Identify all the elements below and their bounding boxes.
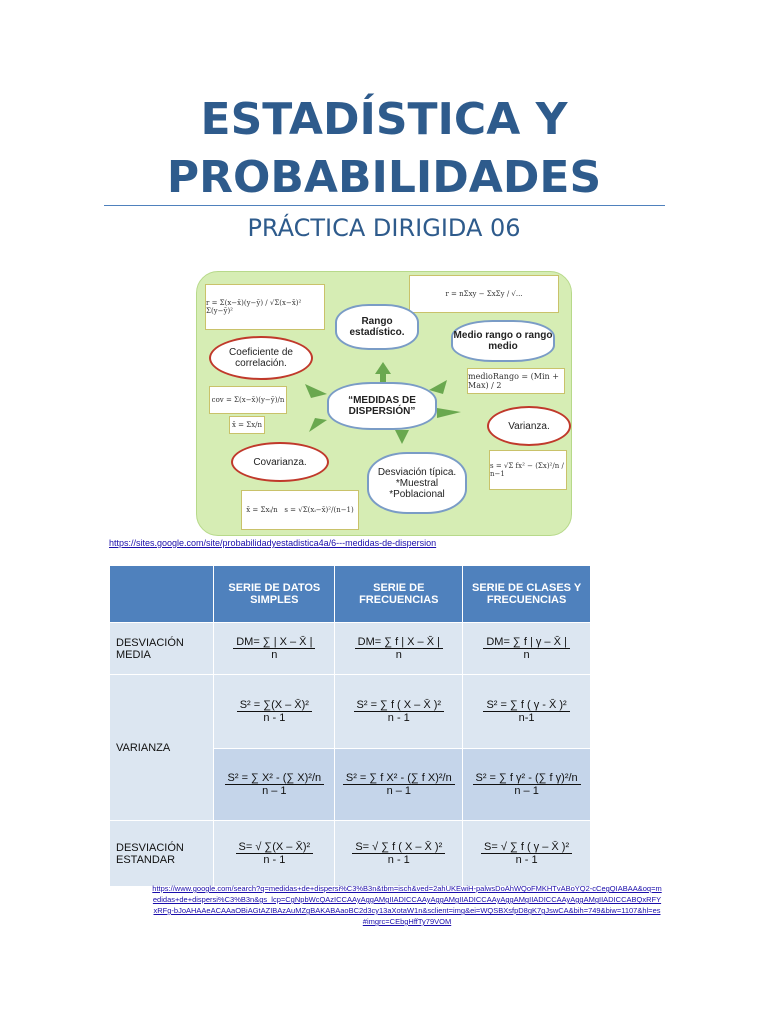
diagram-arrows — [197, 272, 571, 535]
header-simple: SERIE DE DATOS SIMPLES — [214, 566, 335, 623]
donde-formula-image: x̄ = Σx/n — [229, 416, 265, 434]
coeficiente-node: Coeficiente de correlación. — [209, 336, 313, 380]
title-line-1: ESTADÍSTICA Y — [200, 94, 568, 145]
arrow-up-icon — [375, 362, 391, 382]
var2-frecuencias: $\frac{\text{S² = ∑ f X² - (∑ f X)²/n}}{n - 1}$ — [335, 749, 463, 821]
source-link-2[interactable]: https://www.google.com/search?q=medidas+de+dispersi%C3%B3n&tbm=isch&ved=2ahUKEwiH-palwsDoAhWQoFMKHTvABoYQ2-cCegQIABAA&oq=medidas+de+dispersi%C3%B3n&gs_lcp=CgNpbWcQAzICCAAyAggAMgIIADICCAAyAggAMgIIADICCAAyAggAMgIIADICCAAyAggAMgIIADICCABQxRFYxRFg-bJoAHAAeACAAaOBiAGtAZIBAzAuMZgBAKABAaoBC2d3cy13aXotaW1n&sclient=img&ei=WQSBXsfpD8gK7gJswCA&bih=749&biw=1107&hl=es#imgrc=CEbgHffTy79VOM — [152, 884, 662, 926]
dm-clases: $\frac{DM= \sum f | \gamma - X̄ |}{n}$ — [463, 623, 591, 675]
var2-clases: $\frac{\text{S² = ∑ f γ² - (∑ f γ)²/n}}{n - 1}$ — [463, 749, 591, 821]
row-label-desv-media: DESVIACIÓN MEDIA — [110, 623, 214, 675]
arrow-left-icon — [305, 384, 327, 398]
arrow-upright-icon — [429, 380, 447, 394]
header-frecuencias: SERIE DE FRECUENCIAS — [335, 566, 463, 623]
center-node: “MEDIDAS DE DISPERSIÓN” — [327, 382, 437, 430]
desviacion-formula-image: x̄ = Σxᵢ/n s = √Σ(xᵢ−x̄)²/(n−1) — [241, 490, 359, 530]
row-label-varianza: VARIANZA — [110, 675, 214, 821]
header-blank — [110, 566, 214, 623]
varianza-formula-image: s = √Σ fx² − (Σx)²/n / n−1 — [489, 450, 567, 490]
medio-rango-formula: medioRango = (Min + Max) / 2 — [467, 368, 565, 394]
sd-clases: $\frac{\text{S= √ ∑ f ( γ – X̄ )²}}{n - 1}$ — [463, 821, 591, 887]
var2-simple: $\frac{\text{S² = ∑ X² - (∑ X)²/n}}{n - 1}$ — [214, 749, 335, 821]
covarianza-formula-image: cov = Σ(x−x̄)(y−ȳ)/n — [209, 386, 287, 414]
sd-simple: $\frac{\text{S= √ ∑(X – X̄)²}}{n - 1}$ — [214, 821, 335, 887]
dm-frecuencias: $\frac{DM= \sum f | X - X̄ |}{n}$ — [335, 623, 463, 675]
var-frecuencias: $\frac{\text{S² = ∑ f ( X – X̄ )²}}{n - 1}$ — [335, 675, 463, 749]
arrow-right-icon — [437, 408, 461, 418]
covarianza-node: Covarianza. — [231, 442, 329, 482]
correlation-formula-image: r = Σ(x−x̄)(y−ȳ) / √Σ(x−x̄)² Σ(y−ȳ)² — [205, 284, 325, 330]
title-line-2: PROBABILIDADES — [166, 152, 602, 203]
formulas-table — [109, 565, 591, 887]
dispersion-concept-map — [196, 271, 572, 536]
varianza-node: Varianza. — [487, 406, 571, 446]
desviacion-node: Desviación típica. *Muestral *Poblacional — [367, 452, 467, 514]
header-clases: SERIE DE CLASES Y FRECUENCIAS — [463, 566, 591, 623]
var-simple: $\frac{\text{S² = ∑(X – X̄)²}}{n - 1}$ — [214, 675, 335, 749]
subtitle: PRÁCTICA DIRIGIDA 06 — [247, 214, 521, 242]
arrow-downleft-icon — [309, 418, 327, 432]
pearson-formula-image: r = nΣxy − ΣxΣy / √... — [409, 275, 559, 313]
var-clases: $\frac{\text{S² = ∑ f ( γ - X̄ )²}}{n-1}$ — [463, 675, 591, 749]
row-label-desv-est: DESVIACIÓN ESTANDAR — [110, 821, 214, 887]
medio-rango-node: Medio rango o rango medio — [451, 320, 555, 362]
sd-frecuencias: $\frac{\text{S= √ ∑ f ( X – X̄ )²}}{n - 1}$ — [335, 821, 463, 887]
rango-node: Rango estadístico. — [335, 304, 419, 350]
dm-simple: $\frac{DM= \sum | X - X̄ |}{n}$ — [214, 623, 335, 675]
source-link-1[interactable]: https://sites.google.com/site/probabilidadyestadistica4a/6---medidas-de-dispersion — [109, 538, 437, 548]
title-divider — [104, 205, 665, 206]
arrow-down-icon — [395, 430, 409, 444]
